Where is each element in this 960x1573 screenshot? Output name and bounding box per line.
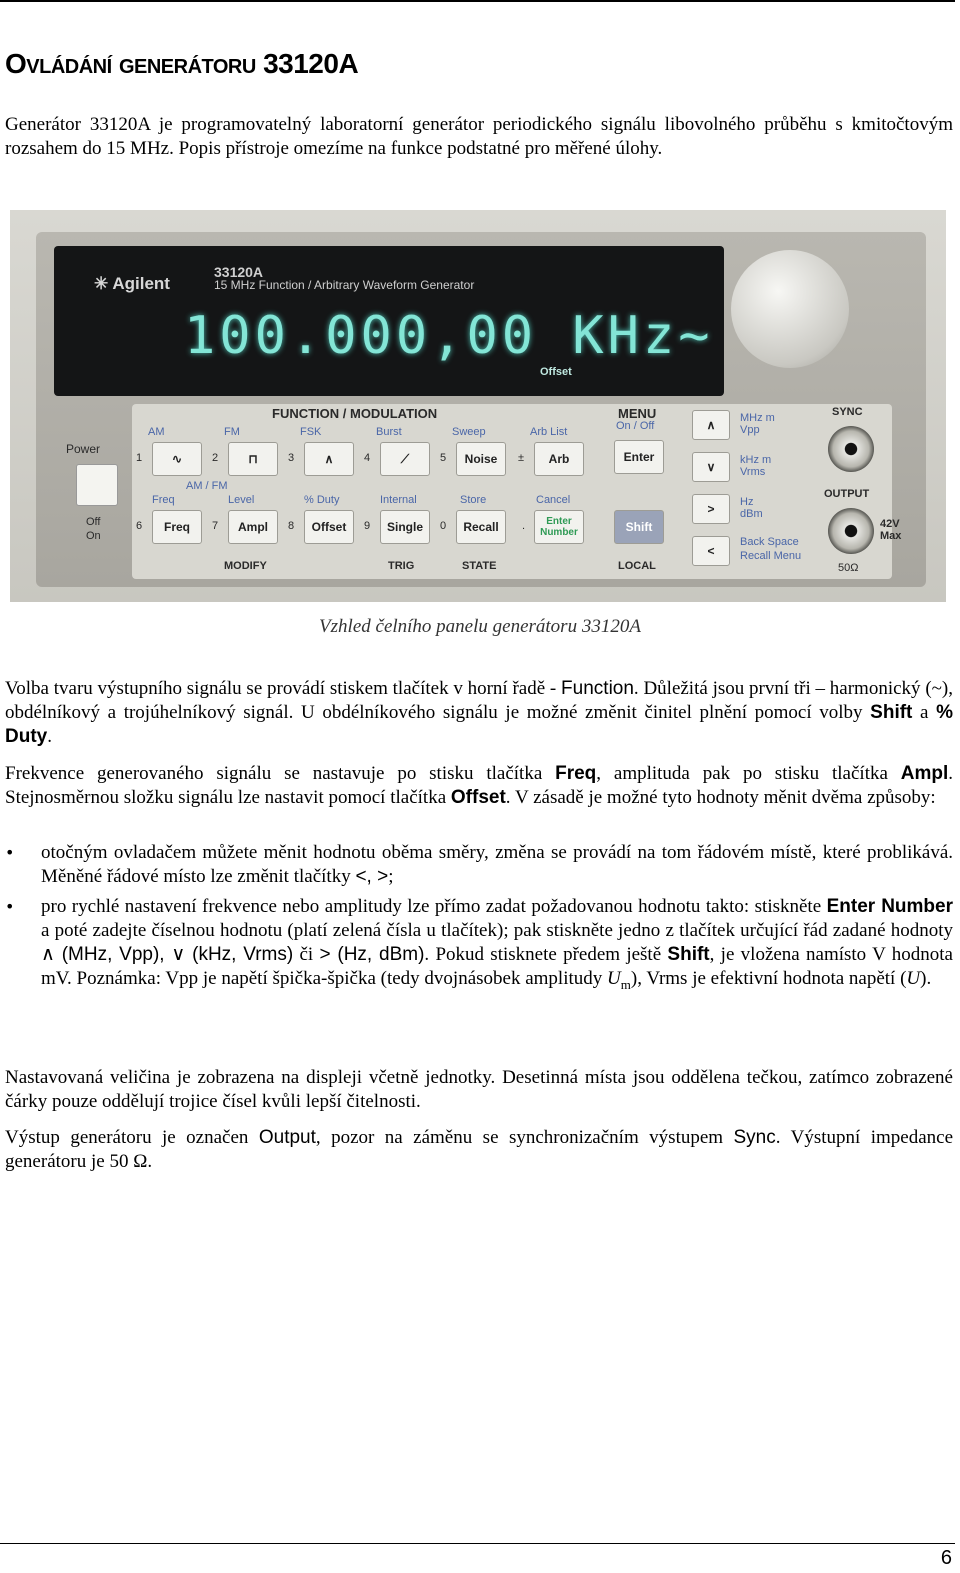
back-space-label: Back Space bbox=[740, 536, 799, 548]
hz-dbm-label: Hz dBm bbox=[740, 496, 763, 520]
bottom-shift-freq: Freq bbox=[152, 494, 175, 506]
modify-label: MODIFY bbox=[224, 560, 267, 572]
num-5: 5 bbox=[440, 452, 447, 464]
chevron-left-icon: < bbox=[707, 544, 715, 558]
paragraph-output: Výstup generátoru je označen Output, pozor na záměnu se synchronizačním výstupem Sync. Výstupní impedance generátoru je 50 Ω. bbox=[5, 1127, 953, 1172]
up-arrow-button[interactable] bbox=[692, 410, 730, 440]
trig-label: TRIG bbox=[388, 560, 415, 572]
rotary-knob[interactable] bbox=[731, 250, 849, 368]
list-item: • otočným ovladačem můžete měnit hodnotu oběma směry, změna se provádí na tom řádovém místě, které problikává. Měněné řádové místo lze změnit tlačítky <, >; bbox=[5, 841, 953, 889]
model-label bbox=[214, 266, 474, 292]
square-button[interactable]: ⊓ bbox=[228, 442, 278, 476]
function-modulation-label: FUNCTION / MODULATION bbox=[272, 406, 438, 421]
state-label: STATE bbox=[462, 560, 497, 572]
intro-paragraph: Generátor 33120A je programovatelný laboratorní generátor periodického signálu libovolného průběhu s kmitočtovým rozsahem do 15 MHz. Popis přístroje omezíme na funkce podstatné pro měřené úlohy. bbox=[5, 114, 953, 159]
menu-onoff-label: On / Off bbox=[616, 420, 655, 432]
top-rule bbox=[0, 0, 955, 2]
ampl-button[interactable]: Ampl bbox=[228, 510, 278, 544]
display-readout: 100.000,00 KHz~ bbox=[184, 306, 714, 366]
num-6: 6 bbox=[136, 520, 143, 532]
am-fm-label: AM / FM bbox=[186, 480, 228, 492]
num-3: 3 bbox=[288, 452, 295, 464]
instrument-bezel bbox=[36, 232, 926, 587]
down-arrow-button[interactable] bbox=[692, 452, 730, 482]
display bbox=[54, 246, 724, 396]
page-title: Ovládání generátoru 33120A bbox=[5, 48, 359, 79]
power-button[interactable] bbox=[76, 464, 118, 506]
bottom-shift-cancel: Cancel bbox=[536, 494, 571, 506]
single-button[interactable]: Single bbox=[380, 510, 430, 544]
photo-caption: Vzhled čelního panelu generátoru 33120A bbox=[319, 616, 641, 637]
recall-button[interactable]: Recall bbox=[456, 510, 506, 544]
top-shift-arblist: Arb List bbox=[530, 426, 568, 438]
offset-button[interactable]: Offset bbox=[304, 510, 354, 544]
chevron-right-icon: > bbox=[707, 502, 715, 516]
impedance-label: 50Ω bbox=[838, 562, 859, 574]
bottom-shift-duty: % Duty bbox=[304, 494, 340, 506]
bottom-shift-internal: Internal bbox=[380, 494, 417, 506]
brand-logo: ✳ Agilent bbox=[94, 274, 170, 293]
off-label: Off bbox=[86, 516, 101, 528]
sine-button[interactable]: ∿ bbox=[152, 442, 202, 476]
max-voltage-label: 42V Max bbox=[880, 518, 902, 542]
sync-connector[interactable] bbox=[828, 426, 874, 472]
bottom-shift-store: Store bbox=[460, 494, 487, 506]
model-description: 15 MHz Function / Arbitrary Waveform Generator bbox=[214, 278, 475, 292]
khz-mvrms-label: kHz m Vrms bbox=[740, 454, 772, 478]
num-2: 2 bbox=[212, 452, 219, 464]
output-connector[interactable] bbox=[828, 508, 874, 554]
num-8: 8 bbox=[288, 520, 295, 532]
local-label: LOCAL bbox=[618, 560, 656, 572]
output-label: OUTPUT bbox=[824, 488, 870, 500]
top-shift-burst: Burst bbox=[376, 426, 402, 438]
top-shift-fm: FM bbox=[224, 426, 240, 438]
sync-label: SYNC bbox=[832, 406, 863, 418]
bottom-rule bbox=[0, 1543, 955, 1544]
button-panel bbox=[132, 404, 902, 579]
arb-button[interactable]: Arb bbox=[534, 442, 584, 476]
mhz-mvpp-label: MHz m Vpp bbox=[740, 412, 775, 436]
paragraph-display: Nastavovaná veličina je zobrazena na displeji včetně jednotky. Desetinná místa jsou oddělena tečkou, zatímco zobrazené čárky pouze oddělují trojice čísel kvůli lepší čitelnosti. bbox=[5, 1067, 953, 1112]
paragraph-freq-ampl: Frekvence generovaného signálu se nastavuje po stisku tlačítka Freq, amplituda pak po stisku tlačítka Ampl. Stejnosměrnou složku signálu lze nastavit pomocí tlačítka Offset. V zásadě je možné tyto hodnoty měnit dvěma způsoby: bbox=[5, 763, 953, 808]
shift-button[interactable]: Shift bbox=[614, 510, 664, 544]
enter-button[interactable]: Enter bbox=[614, 440, 664, 474]
on-label: On bbox=[86, 530, 101, 542]
enter-number-button[interactable]: Enter Number bbox=[534, 510, 584, 544]
methods-list bbox=[5, 841, 953, 997]
model-number: 33120A bbox=[214, 264, 264, 280]
power-label: Power bbox=[66, 442, 101, 456]
top-shift-sweep: Sweep bbox=[452, 426, 486, 438]
left-arrow-button[interactable] bbox=[692, 536, 730, 566]
chevron-up-icon: ∧ bbox=[706, 418, 716, 432]
top-shift-fsk: FSK bbox=[300, 426, 322, 438]
noise-button[interactable]: Noise bbox=[456, 442, 506, 476]
chevron-down-icon: ∨ bbox=[706, 460, 716, 474]
triangle-button[interactable]: ∧ bbox=[304, 442, 354, 476]
top-shift-am: AM bbox=[148, 426, 165, 438]
num-0: 0 bbox=[440, 520, 447, 532]
num-9: 9 bbox=[364, 520, 371, 532]
right-arrow-button[interactable] bbox=[692, 494, 730, 524]
bottom-shift-level: Level bbox=[228, 494, 255, 506]
list-item: • pro rychlé nastavení frekvence nebo amplitudy lze přímo zadat požadovanou hodnotu takto: stiskněte Enter Number a poté zadejte číselnou hodnotu (platí zelená čísla u tlačítek); pak stiskněte jedno z tlačítek určující řád zadané hodnoty ∧ (MHz, Vpp), ∨ (kHz, Vrms) či > (Hz, dBm). Pokud stisknete předem ještě Shift, je vložena namísto V hodnota mV. Poznámka: Vpp je napětí špička-špička (tedy dvojnásobek amplitudy $U_m$), Vrms je efektivní hodnota napětí (U). bbox=[5, 895, 953, 997]
front-panel-photo bbox=[10, 210, 946, 602]
num-7: 7 bbox=[212, 520, 219, 532]
num-dot: . bbox=[522, 520, 526, 532]
freq-button[interactable]: Freq bbox=[152, 510, 202, 544]
num-1: 1 bbox=[136, 452, 143, 464]
offset-annunciator: Offset bbox=[540, 366, 572, 378]
ramp-button[interactable]: ⟋ bbox=[380, 442, 430, 476]
page-number: 6 bbox=[940, 1547, 952, 1569]
num-4: 4 bbox=[364, 452, 371, 464]
recall-menu-label: Recall Menu bbox=[740, 550, 802, 562]
num-pm: ± bbox=[518, 452, 525, 464]
menu-label: MENU bbox=[618, 406, 657, 421]
paragraph-function: Volba tvaru výstupního signálu se provádí stiskem tlačítek v horní řadě - Function. Důležitá jsou první tři – harmonický (~), obdélníkový a trojúhelníkový signál. U obdélníkového signálu je možné změnit činitel plnění pomocí volby Shift a % Duty. bbox=[5, 678, 954, 747]
